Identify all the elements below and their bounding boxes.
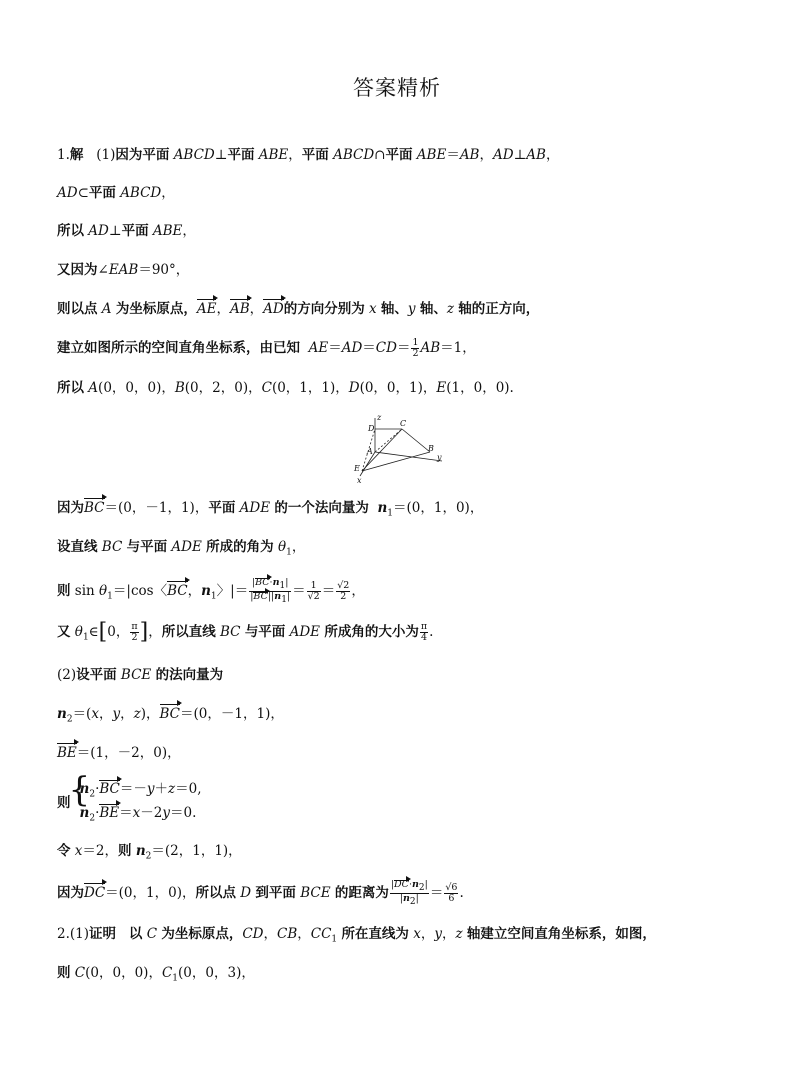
q1-line-5: 则以点 A 为坐标原点，AE，AB，AD的方向分别为 x 轴、y 轴、z 轴的正方向， [57, 301, 540, 317]
q1-part2-line-5: 因为DC＝(0，1，0)，所以点 D 到平面 BCE 的距离为 $\frac{|DC\cdot n_2|}{|n_2|}$ ＝ $\frac{√6}{6}$ . [57, 879, 464, 907]
q2-line-1: 2.(1)证明 以 C 为坐标原点，CD，CB，$CC_1$ 所在直线为 x，y，z 轴建立空间直角坐标系，如图， [57, 926, 656, 945]
edge-ac [375, 429, 402, 452]
q1-line-6: 建立如图所示的空间直角坐标系，由已知 AE＝AD＝CD＝ $\frac{1}{2}$ AB＝1， [57, 337, 476, 359]
label-d: D [368, 424, 375, 433]
q1-line-2: AD⊂平面 ABCD， [57, 185, 175, 201]
q1-line-10: 则 $\sin \theta_1=|\cos$〈BC，$n_1$〉|＝ $\frac{|BC\cdot n_1|}{|BC||n_1|}$ ＝ $\frac{1}{√2}$ ＝ $\frac{√2}{2}$ ， [57, 577, 365, 605]
q1-line-1: 1.解 (1)因为平面 ABCD⊥平面 ABE，平面 ABCD∩平面 ABE＝AB，AD⊥AB， [57, 147, 560, 163]
q1-part2-line-1: (2)设平面 BCE 的法向量为 [57, 667, 224, 683]
y-axis [375, 452, 442, 461]
label-y: y [437, 453, 442, 462]
q1-line-11: 又 $\theta_1\in[0$， $\frac{\pi}{2}$ ]，所以直线 BC 与平面 ADE 所成角的大小为 $\frac{\pi}{4}$ . [57, 619, 434, 645]
label-x: x [357, 476, 362, 485]
label-z: z [377, 414, 382, 422]
q1-line-3: 所以 AD⊥平面 ABE， [57, 223, 196, 239]
q1-part2-line-2: $n_2=(x$，y，z)，BC＝(0，－1，1)， [57, 706, 284, 725]
q1-line-4: 又因为∠EAB＝90°， [57, 262, 190, 278]
label-b: B [428, 444, 434, 453]
q1-line-9: 设直线 BC 与平面 ADE 所成的角为 $\theta_1$， [57, 539, 306, 558]
q2-line-2: 则 C(0，0，0)，$C_1(0$，0，3)， [57, 965, 255, 984]
page-title: 答案精析 [353, 76, 441, 100]
q1-line-7: 所以 A(0，0，0)，B(0，2，0)，C(0，1，1)，D(0，0，1)，E(1，0，0). [57, 380, 514, 396]
q1-line-8: 因为BC＝(0，－1，1)，平面 ADE 的一个法向量为 $n_1=(0$，1，0)， [57, 500, 484, 519]
edge-cb [402, 429, 430, 452]
label-a: A [367, 447, 373, 456]
q1-part2-line-3: BE＝(1，－2，0)， [57, 745, 181, 761]
q1-part2-line-4: 令 x＝2，则 $n_2=(2$，1，1)， [57, 843, 242, 862]
q1-part2-system: 则 { $n_2\cdot BC=-y+z=0$, $n_2\cdot BE=x-2y=0$. [57, 780, 202, 827]
coordinate-figure [350, 414, 446, 486]
label-e: E [354, 464, 360, 473]
label-c: C [400, 419, 407, 428]
